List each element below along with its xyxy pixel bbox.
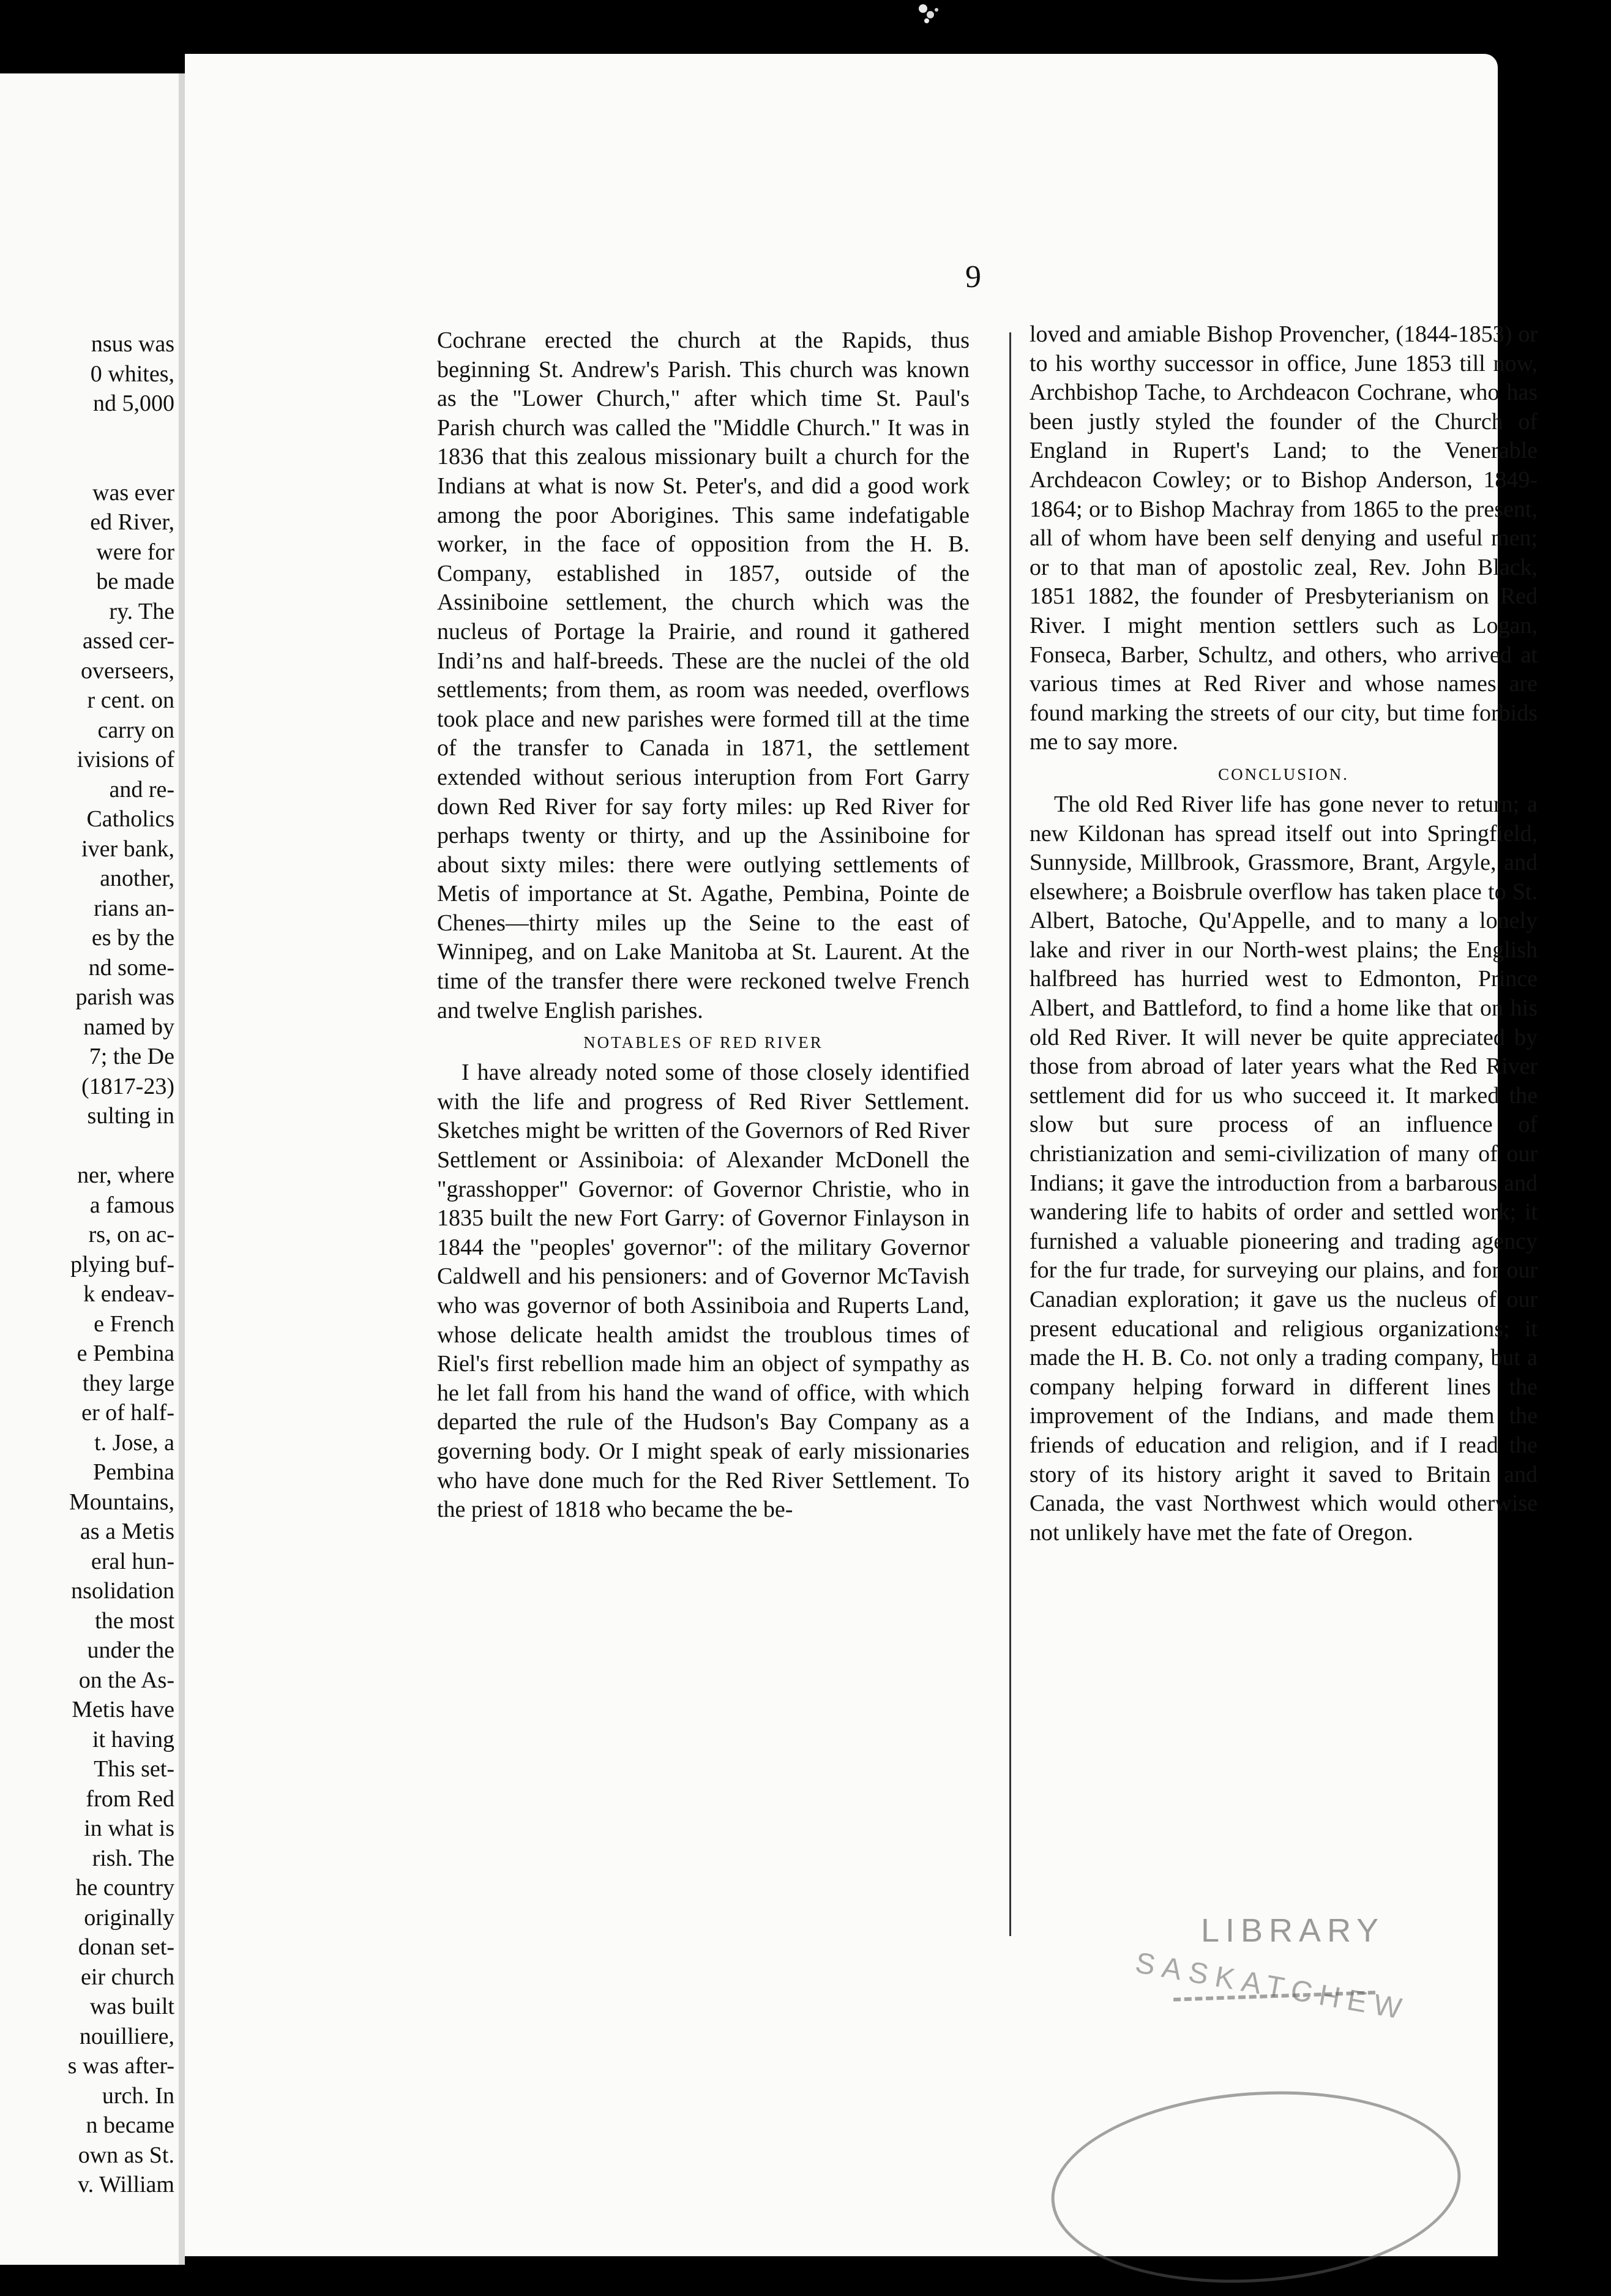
section-heading-notables: NOTABLES OF RED RIVER (583, 1033, 823, 1052)
left-fragment-line: Pembina (93, 1459, 174, 1485)
library-stamp (1045, 2078, 1467, 2296)
left-fragment-line: own as St. (78, 2142, 174, 2168)
left-fragment-line: donan set- (78, 1934, 174, 1960)
left-fragment-line: he country (75, 1875, 174, 1901)
left-fragment-line: Metis have (72, 1697, 174, 1722)
left-fragment-line: (1817-23) (81, 1073, 174, 1099)
left-page-text-column (0, 329, 174, 2200)
paragraph-conclusion: The old Red River life has gone never to return; a new Kildonan has spread itself out into Springfield, Sunnyside, Millbrook, Grassmore, Brant, Argyle, and elsewhere; a Boisbrule overflow has taken place to St. Albert, Batoche, Qu'Appelle, and to many a lonely lake and river in our North-west plains; the English halfbreed has hurried west to Edmonton, Prince Albert, and Battleford, to find a home like that on his old Red River. It will never be quite appreciated by those from abroad of later years what the Red River settlement did for us who succeed it. It marked the slow but sure process of an influence of christianization and semi-civilization of many of our Indians; it gave the introduction from a barbarous and wandering life to habits of order and settled work; it furnished a valuable pioneering and trading agency for the fur trade, for surveying our plains, and for our Canadian exploration; it gave us the nucleus of our present educational and religious organizations; it made the H. B. Co. not only a trading company, but a company helping forward in different lines the improvement of the Indians, and made them the friends of education and religion, and if I read the story of its history aright it saved to Britain and Canada, the vast Northwest which would otherwise not unlikely have met the fate of Oregon. (1030, 791, 1538, 1546)
left-fragment-line: k endeav- (83, 1281, 174, 1307)
left-fragment-line: ivisions of (77, 747, 174, 772)
left-fragment-line: iver bank, (81, 836, 174, 862)
left-fragment-line: was built (89, 1994, 174, 2019)
column-divider (1009, 332, 1011, 1936)
left-fragment-line: t. Jose, a (94, 1429, 174, 1456)
left-fragment-line: under the (87, 1637, 174, 1663)
paragraph-bishops-settlers: loved and amiable Bishop Provencher, (1844-1853) or to his worthy successor in office, June 1853 till now, Archbishop Tache, to Archdeacon Cochrane, who has been justly styled the founder of the Church of England in Rupert's Land; to the Venerable Archdeacon Cowley; or to Bishop Anderson, 1849-1864; or to Bishop Machray from 1865 to the present, all of whom have been self denying and useful men; or to that man of apostolic zeal, Rev. John Black, 1851 1882, the founder of Presbyterianism on Red River. I might mention settlers such as Logan, Fonseca, Barber, Schultz, and others, who arrived at various times at Red River and whose names are found marking the streets of our city, but time forbids me to say more. (1030, 321, 1538, 755)
left-fragment-line: s was after- (67, 2053, 174, 2079)
left-fragment-line: from Red (86, 1786, 174, 1812)
text-column-right (1030, 320, 1538, 1547)
left-fragment-line: v. William (78, 2172, 174, 2197)
left-fragment-line: sulting in (87, 1103, 174, 1129)
left-fragment-line: rs, on ac- (88, 1222, 174, 1247)
left-fragment-line: urch. In (102, 2082, 174, 2109)
paragraph-cochrane-churches: Cochrane erected the church at the Rapids, thus beginning St. Andrew's Parish. This church was known as the "Lower Church," after which time St. Paul's Parish church was called the "Middle Church." It was in 1836 that this zealous missionary built a church for the Indians at what is now St. Peter's, and did a good work among the poor Aborigines. This same indefatigable worker, in the face of opposition from the H. B. Company, established in 1857, outside of the Assiniboine settlement, the church which was the nucleus of Portage la Prairie, and round it gathered Indi’ns and half-breeds. These are the nuclei of the old settlements; from them, as room was needed, overflows took place and new parishes were formed till at the time of the transfer to Canada in 1871, the settlement extended without serious interuption from Fort Garry down Red River for say forty miles: up Red River for perhaps twenty or thirty, and up the Assiniboine for about sixty miles: there were outlying settlements of Metis of importance at St. Agathe, Pembina, Pointe de Chenes—thirty miles up the Seine to the east of Winnipeg, and on Lake Manitoba at St. Laurent. At the time of the transfer there were reckoned twelve French and twelve English parishes. (437, 327, 970, 1023)
left-fragment-line: it having (92, 1726, 174, 1752)
left-fragment-line (0, 1131, 174, 1161)
left-fragment-line (0, 419, 174, 449)
left-fragment-line: assed cer- (82, 628, 174, 654)
left-fragment-line: r cent. on (87, 687, 174, 713)
left-fragment-line: eir church (81, 1964, 174, 1990)
text-column-left (437, 326, 970, 1525)
left-fragment-line: es by the (91, 925, 174, 951)
left-fragment-line: e French (94, 1311, 174, 1337)
left-fragment-line: be made (96, 569, 174, 594)
left-fragment-line: plying buf- (70, 1251, 174, 1277)
right-page (185, 54, 1538, 2256)
left-page-fragment (0, 73, 179, 2265)
left-fragment-line: parish was (75, 984, 174, 1010)
scan-speck (912, 0, 949, 31)
left-fragment-line: ner, where (77, 1162, 174, 1188)
left-fragment-line: were for (96, 539, 174, 565)
left-fragment-line: rish. The (92, 1845, 174, 1871)
left-fragment-line: named by (83, 1014, 174, 1040)
stamp-library-text: LIBRARY (1201, 1912, 1385, 1949)
left-fragment-line: another, (100, 866, 174, 891)
left-fragment-line: nsolidation (71, 1578, 174, 1604)
left-fragment-line: ry. The (109, 598, 174, 624)
left-fragment-line: was ever (92, 479, 174, 506)
section-heading-conclusion: CONCLUSION. (1218, 765, 1349, 783)
left-fragment-line: 0 whites, (90, 361, 174, 387)
left-fragment-line: Catholics (86, 806, 174, 832)
left-fragment-line: carry on (97, 717, 174, 743)
left-fragment-line: as a Metis (80, 1519, 174, 1544)
left-fragment-line: This set- (94, 1756, 174, 1782)
left-fragment-line: nd some- (88, 954, 174, 981)
left-fragment-line: nd 5,000 (93, 391, 174, 416)
left-fragment-line: they large (82, 1370, 174, 1396)
left-fragment-line: ed River, (90, 509, 174, 535)
left-fragment-line: a famous (89, 1192, 174, 1218)
left-fragment-line: n became (86, 2112, 174, 2138)
left-fragment-line: on the As- (78, 1667, 174, 1693)
left-fragment-line: rians an- (94, 895, 174, 921)
left-fragment-line: nsus was (91, 331, 174, 357)
left-fragment-line: er of half- (81, 1400, 174, 1426)
stamp-saskatchewan-text: SASKATCHEW (1132, 1946, 1411, 2027)
left-fragment-line: 7; the De (89, 1044, 174, 1069)
left-fragment-line (0, 448, 174, 478)
left-fragment-line: eral hun- (91, 1548, 174, 1574)
left-fragment-line: Mountains, (69, 1489, 174, 1515)
left-fragment-line: overseers, (81, 657, 174, 684)
left-fragment-line: nouilliere, (79, 2023, 174, 2049)
left-fragment-line: the most (95, 1607, 174, 1634)
left-fragment-line: originally (84, 1904, 174, 1931)
left-fragment-line: in what is (84, 1815, 174, 1841)
left-fragment-line: e Pembina (77, 1341, 174, 1366)
book-gutter (179, 73, 185, 2265)
left-fragment-line: and re- (109, 776, 174, 802)
page-number: 9 (965, 260, 981, 294)
paragraph-notables: I have already noted some of those closely identified with the life and progress of Red River Settlement. Sketches might be written of the Governors of Red River Settlement or Assiniboia: of Alexander McDonell the "grasshopper" Governor: of Governor Christie, who in 1835 built the new Fort Garry: of Governor Finlayson in 1844 the "peoples' governor": of the military Governor Caldwell and his pensioners: and of Governor McTavish who was governor of both Assiniboia and Ruperts Land, whose delicate health amidst the troublous times of Riel's first rebellion made him an object of sympathy as he let fall from his hand the wand of office, with which departed the rule of the Hudson's Bay Company as a governing body. Or I might speak of early missionaries who have done much for the Red River Settlement. To the priest of 1818 who became the be- (437, 1060, 970, 1523)
